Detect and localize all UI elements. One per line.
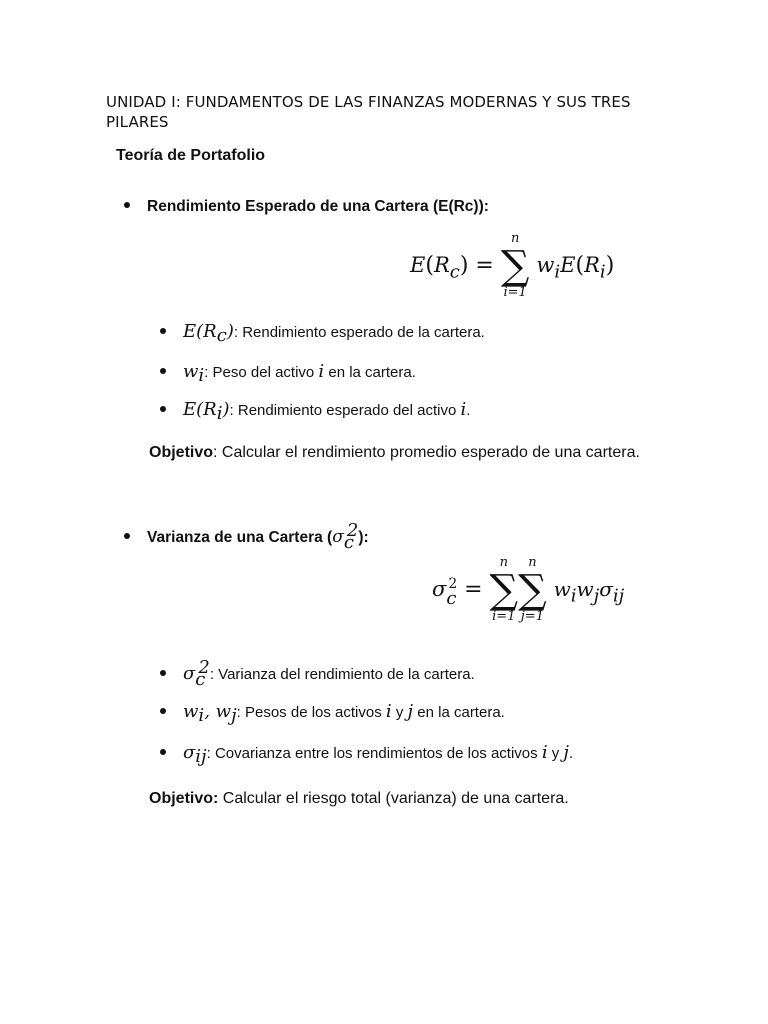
bullet-icon [160,406,166,412]
bullet-icon [124,533,130,539]
bullet-icon [160,749,166,755]
unit-title: UNIDAD I: FUNDAMENTOS DE LAS FINANZAS MODERNAS Y SUS TRES PILARES [106,93,631,131]
list-item-covariance: $\sigma_{ij}$: Covarianza entre los rendimientos de los activos i y j. [160,742,573,767]
list-item-expected-return-asset: $E(R_i)$: Rendimiento esperado del activo i. [160,399,470,424]
formula-expected-return: $E(R_c)$ = n ∑ i=1 $w_iE(R_i)$ [410,231,615,300]
objective-text: : Calcular el rendimiento promedio esperado de una cartera. [213,444,640,461]
list-item-portfolio-variance: $\sigma_c^2$: Varianza del rendimiento de la cartera. [160,657,475,688]
bullet-icon [160,368,166,374]
list-item-asset-weights: $w_i$, $w_j$: Pesos de los activos i y j en la cartera. [160,701,505,726]
objective-expected-return [149,444,640,462]
list-item-expected-return-portfolio: $E(R_c)$: Rendimiento esperado de la cartera. [160,321,485,346]
objective-variance [149,790,569,808]
bullet-icon [160,328,166,334]
sum-symbol-icon: n ∑ j=1 [518,555,547,624]
objective-text: Calcular el riesgo total (varianza) de una cartera. [218,790,569,807]
heading-variance: Varianza de una Cartera $(\sigma_c^2)$: [124,520,369,551]
section-title: Teoría de Portafolio [116,147,266,164]
bullet-icon [124,202,130,208]
bullet-icon [160,708,166,714]
bullet-icon [160,670,166,676]
heading-expected-return-text: Rendimiento Esperado de una Cartera (E(Rc)): [147,198,489,215]
objective-label: Objetivo: [149,790,219,807]
sum-symbol-icon: n ∑ i=1 [500,231,530,300]
sum-symbol-icon: n ∑ i=1 [489,555,519,624]
heading-expected-return [124,198,489,216]
formula-variance: $\sigma_c^2$ = n ∑ i=1 n ∑ j=1 $w_iw_j\sigma_{ij}$ [432,555,625,624]
objective-label: Objetivo [149,444,214,461]
list-item-asset-weight: $w_i$: Peso del activo i en la cartera. [160,361,416,386]
